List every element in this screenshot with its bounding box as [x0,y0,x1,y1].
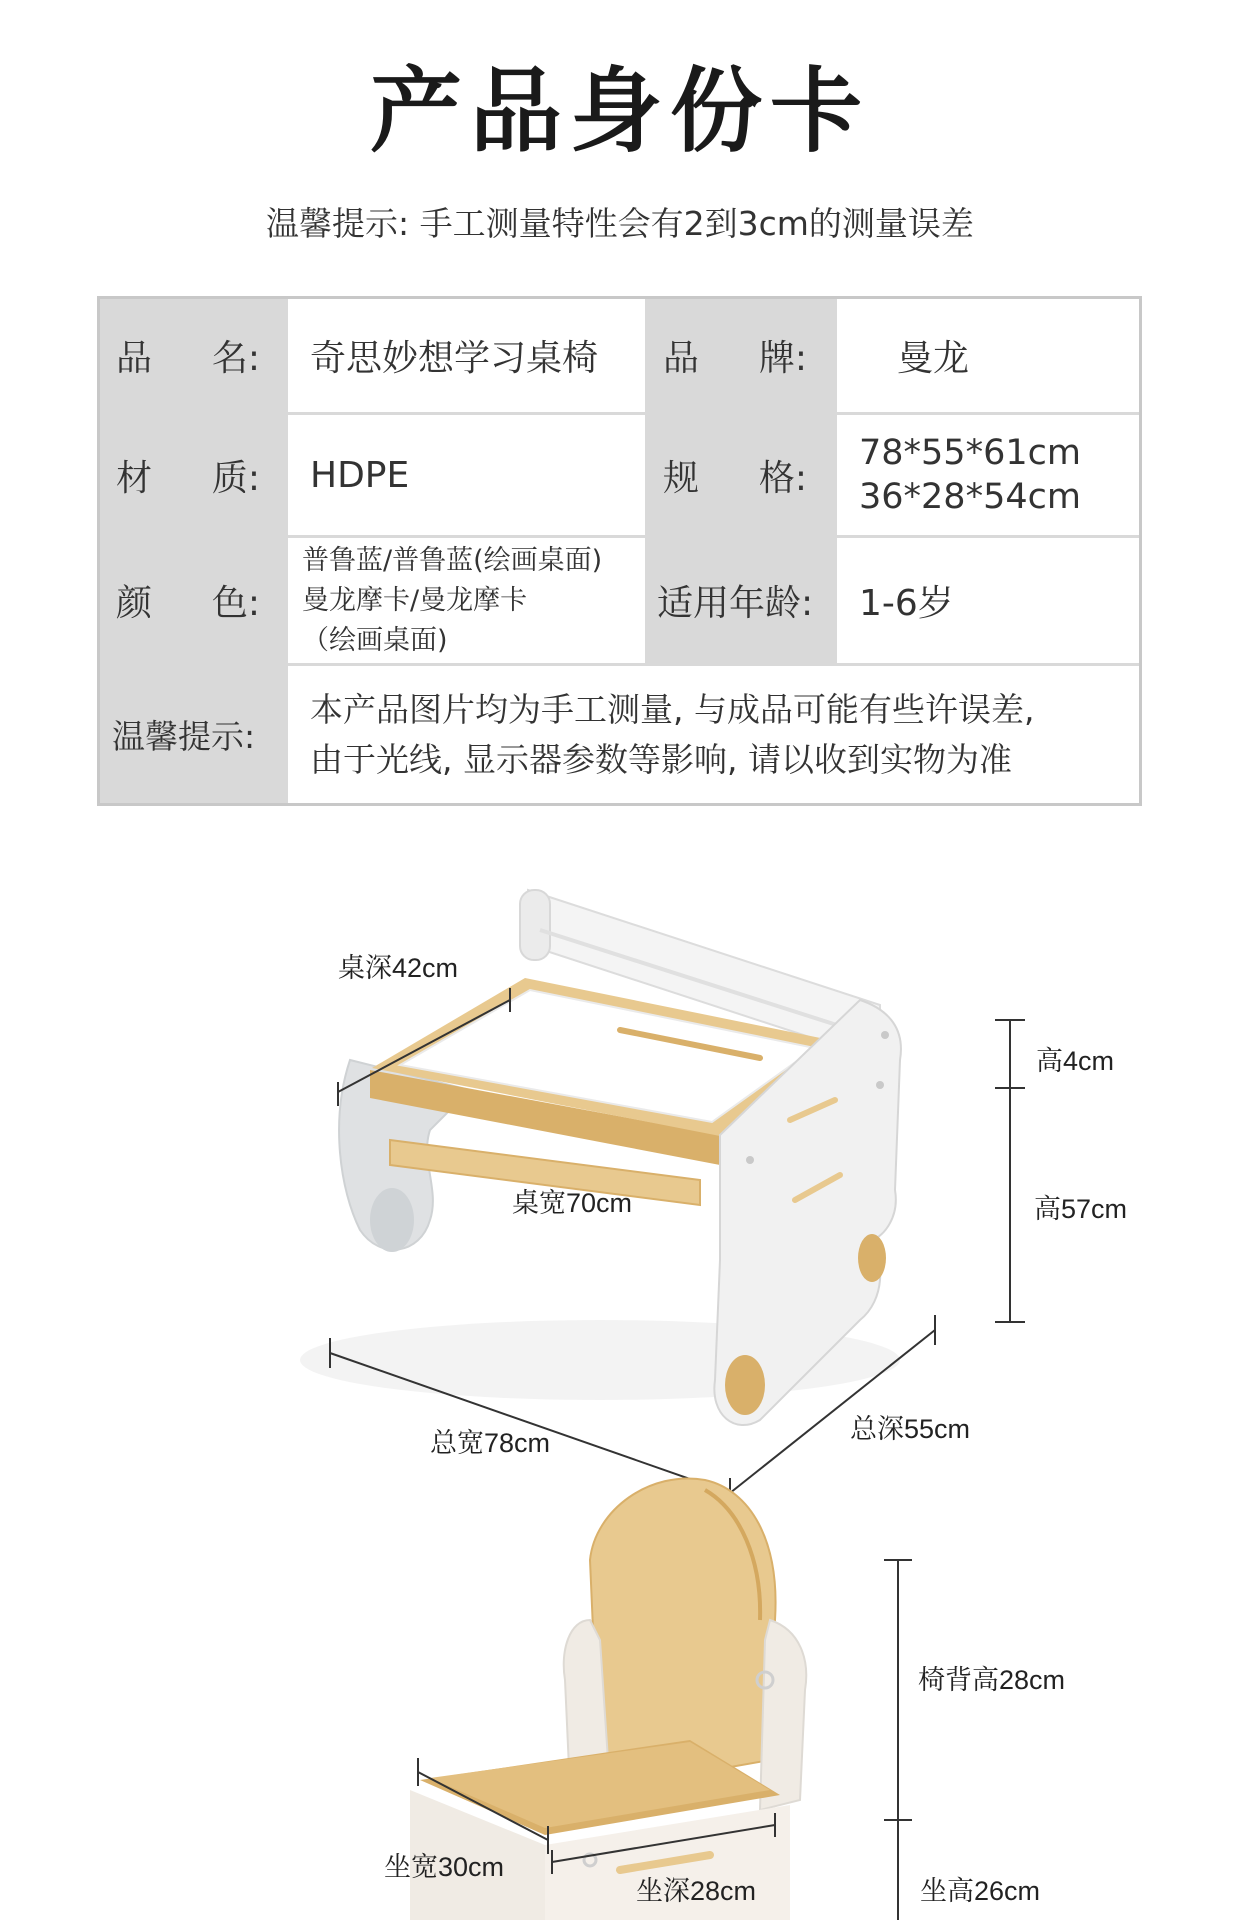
page-title: 产品身份卡 [369,58,870,165]
age-value: 1-6岁 [837,538,1139,663]
spec-table [97,296,1142,806]
desk-depth-label: 桌深42cm [338,953,459,983]
tip-label: 温馨提示: [100,666,288,803]
size-label: 规 格: [647,415,837,535]
color-label: 颜 色: [100,538,288,663]
measurement-note: 温馨提示: 手工测量特性会有2到3cm的测量误差 [266,204,974,243]
total-width-label: 总宽78cm [430,1428,551,1458]
seat-height-label: 坐高26cm [920,1876,1041,1906]
size-value: 78*55*61cm 36*28*54cm [837,415,1139,535]
name-label: 品 名: [100,299,288,412]
height-top-label: 高4cm [1036,1046,1115,1076]
seat-depth-label: 坐深28cm [636,1876,757,1906]
brand-value: 曼龙 [837,299,1139,412]
desk-width-label: 桌宽70cm [512,1188,633,1218]
color-value: 普鲁蓝/普鲁蓝(绘画桌面) 曼龙摩卡/曼龙摩卡 （绘画桌面) [288,538,645,663]
height-main-label: 高57cm [1034,1194,1128,1224]
brand-label: 品 牌: [647,299,837,412]
tip-value: 本产品图片均为手工测量, 与成品可能有些许误差, 由于光线, 显示器参数等影响, 请以收到实物为准 [288,666,1139,803]
material-value: HDPE [288,415,645,535]
seat-width-label: 坐宽30cm [384,1852,505,1882]
material-label: 材 质: [100,415,288,535]
age-label: 适用年龄: [647,538,837,663]
total-depth-label: 总深55cm [850,1414,971,1444]
back-height-label: 椅背高28cm [918,1665,1066,1695]
name-value: 奇思妙想学习桌椅 [288,299,645,412]
dimension-diagram [0,860,1240,1920]
